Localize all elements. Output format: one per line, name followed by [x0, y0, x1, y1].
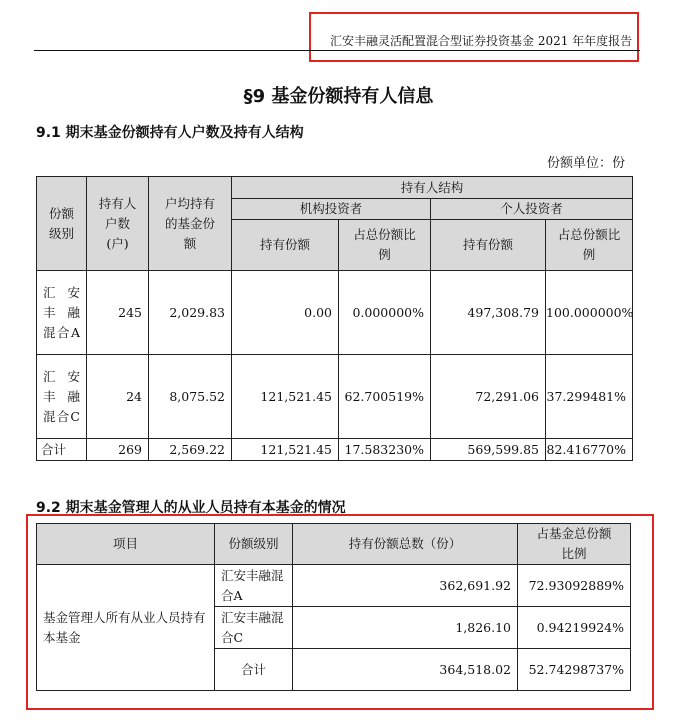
header-inst-shares: 持有份额 — [232, 220, 339, 271]
header-share-class: 份额级别 — [37, 177, 87, 271]
unit-label: 份额单位：份 — [546, 156, 625, 171]
row-ind-shares: 569,599.85 — [431, 439, 546, 461]
item-name: 基金管理人所有从业人员持有本基金 — [37, 565, 215, 691]
row-share-class: 汇安丰融混合A — [215, 565, 293, 607]
row-ratio: 52.74298737% — [518, 649, 631, 691]
header-item: 项目 — [37, 524, 215, 565]
row-share-class: 合计 — [37, 439, 87, 461]
row-avg-hold: 2,569.22 — [149, 439, 232, 461]
row-share-class: 合计 — [215, 649, 293, 691]
row-inst-shares: 121,521.45 — [232, 439, 339, 461]
header-ind-ratio: 占总份额比例 — [546, 220, 633, 271]
row-holders: 245 — [87, 271, 149, 355]
header-total-shares: 持有份额总数（份） — [293, 524, 518, 565]
header-holder-structure: 持有人结构 — [232, 177, 633, 199]
subsection-9-1-title: 9.1 期末基金份额持有人户数及持有人结构 — [36, 125, 304, 141]
row-inst-shares: 0.00 — [232, 271, 339, 355]
row-avg-hold: 2,029.83 — [149, 271, 232, 355]
employee-holding-table — [36, 523, 631, 691]
holder-structure-table — [36, 176, 633, 461]
header-institutional: 机构投资者 — [232, 199, 431, 220]
row-ratio: 0.94219924% — [518, 607, 631, 649]
header-ratio: 占基金总份额比例 — [518, 524, 631, 565]
row-ind-ratio: 100.000000% — [546, 271, 633, 355]
row-share-class: 汇安丰融混合A — [37, 271, 87, 355]
header-individual: 个人投资者 — [431, 199, 633, 220]
row-holders: 269 — [87, 439, 149, 461]
row-shares: 1,826.10 — [293, 607, 518, 649]
row-share-class: 汇安丰融混合C — [37, 355, 87, 439]
header-holders: 持有人户数(户) — [87, 177, 149, 271]
table-row — [37, 271, 633, 355]
row-inst-ratio: 0.000000% — [339, 271, 431, 355]
report-title: 汇安丰融灵活配置混合型证券投资基金 2021 年年度报告 — [330, 34, 633, 48]
section-title: §9 基金份额持有人信息 — [243, 86, 434, 107]
header-inst-ratio: 占总份额比例 — [339, 220, 431, 271]
row-ratio: 72.93092889% — [518, 565, 631, 607]
header-avg-hold: 户均持有的基金份额 — [149, 177, 232, 271]
row-ind-ratio: 82.416770% — [546, 439, 633, 461]
row-inst-ratio: 62.700519% — [339, 355, 431, 439]
subsection-9-2-title: 9.2 期末基金管理人的从业人员持有本基金的情况 — [36, 500, 346, 516]
table-row-total — [37, 439, 633, 461]
row-shares: 362,691.92 — [293, 565, 518, 607]
row-inst-ratio: 17.583230% — [339, 439, 431, 461]
row-inst-shares: 121,521.45 — [232, 355, 339, 439]
row-avg-hold: 8,075.52 — [149, 355, 232, 439]
row-share-class: 汇安丰融混合C — [215, 607, 293, 649]
table-row — [37, 565, 631, 607]
row-ind-shares: 497,308.79 — [431, 271, 546, 355]
row-ind-shares: 72,291.06 — [431, 355, 546, 439]
header-ind-shares: 持有份额 — [431, 220, 546, 271]
row-ind-ratio: 37.299481% — [546, 355, 633, 439]
header-share-class: 份额级别 — [215, 524, 293, 565]
row-holders: 24 — [87, 355, 149, 439]
header-divider — [34, 50, 640, 51]
row-shares: 364,518.02 — [293, 649, 518, 691]
table-row — [37, 355, 633, 439]
